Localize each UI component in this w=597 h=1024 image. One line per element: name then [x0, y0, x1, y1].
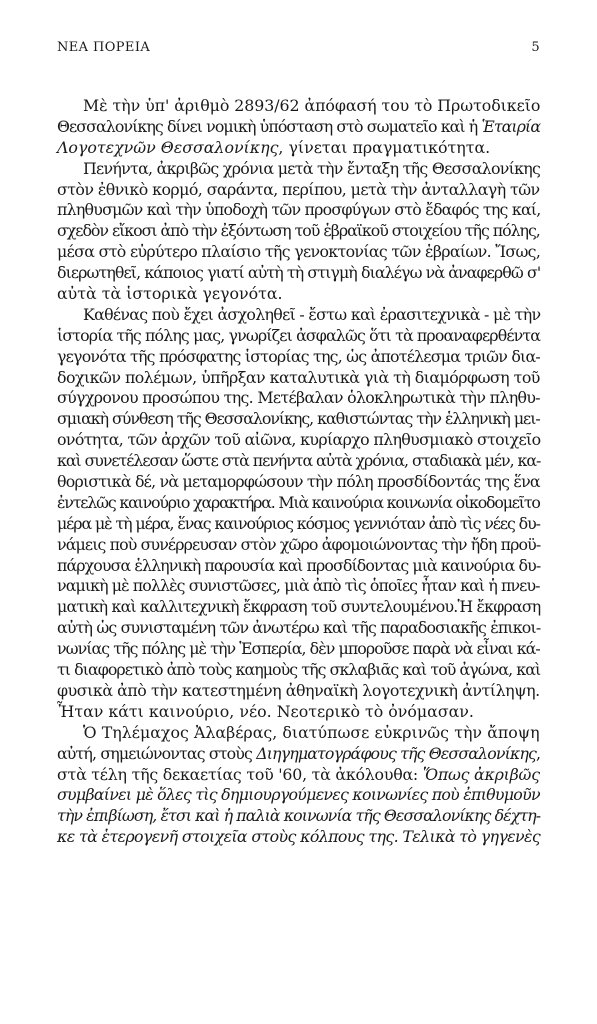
text-line: [57, 702, 540, 723]
italic-text: κε τὰ ἑτερογενῆ στοιχεῖα στοὺς κόλπους της. Τελικὰ τὸ γηγενὲς: [57, 827, 541, 847]
text-run: Πενήντα, ἀκριβῶς χρόνια μετὰ τὴν ἔνταξη τῆς Θεσσαλονίκης: [83, 158, 541, 178]
page-number: 5: [531, 40, 540, 55]
text-run: σμιακὴ σύνθεση τῆς Θεσσαλονίκης, καθιστώντας τὴν ἑλληνικὴ μει-: [57, 409, 540, 429]
text-run: δοχικῶν πολέμων, ὑπῆρξαν καταλυτικὰ γιὰ τὴ διαμόρφωση τοῦ: [57, 367, 540, 387]
text-line: [57, 597, 540, 618]
running-title: ΝΕΑ ΠΟΡΕΙΑ: [57, 40, 151, 55]
text-line: [57, 765, 540, 786]
text-line: [57, 368, 540, 389]
text-run: πληθυσμῶν καὶ τὴν ὑποδοχὴ τῶν προσφύγων στὸ ἔδαφός της καί,: [57, 200, 541, 220]
text-line: [57, 221, 540, 242]
text-line: [57, 827, 540, 848]
italic-text: Ὅπως ἀκριβῶς: [422, 764, 540, 784]
text-line: [57, 242, 540, 263]
text-run: πάρχουσα ἑλληνικὴ παρουσία καὶ προσδίδοντας μιὰ καινούρια δυ-: [57, 555, 541, 575]
text-run: μέρα μὲ τὴ μέρα, ἕνας καινούριος κόσμος γεννιόταν ἀπὸ τὶς νέες δυ-: [57, 513, 540, 533]
text-run: ματικὴ καὶ καλλιτεχνικὴ ἔκφραση τοῦ συντελουμένου.Ἡ ἔκφραση: [57, 597, 541, 617]
paragraph: [57, 159, 540, 305]
text-run: αὐτὰ τὰ ἱστορικὰ γεγονότα.: [57, 284, 283, 304]
text-run: καὶ συνετέλεσαν ὥστε στὰ πενήντα αὐτὰ χρόνια, σταδιακὰ μέν, κα-: [57, 451, 541, 471]
text-line: [57, 200, 540, 221]
text-run: ναμικὴ μὲ πολλὲς συνιστῶσες, μιὰ ἀπὸ τὶς ὁποῖες ἦταν καὶ ἡ πνευ-: [57, 576, 540, 596]
text-run: φυσικὰ ἀπὸ τὴν κατεστημένη ἀθηναϊκὴ λογοτεχνικὴ ἀντίληψη.: [57, 680, 540, 700]
running-header: [57, 40, 540, 60]
text-run: Θεσσαλονίκης δίνει νομικὴ ὑπόσταση στὸ σωματεῖο καὶ ἡ: [57, 116, 482, 136]
text-line: [57, 263, 540, 284]
text-line: [57, 514, 540, 535]
text-line: [57, 347, 540, 368]
text-line: [57, 535, 540, 556]
text-line: [57, 556, 540, 577]
text-line: [57, 96, 540, 117]
text-run: γεγονότα τῆς πρόσφατης ἱστορίας της, ὡς ἀποτέλεσμα τριῶν δια-: [57, 346, 540, 366]
text-line: [57, 576, 540, 597]
text-line: [57, 723, 540, 744]
text-line: [57, 138, 540, 159]
text-run: τι διαφορετικὸ ἀπὸ τοὺς καημοὺς τῆς σκλαβιᾶς καὶ τοῦ ἀγώνα, καὶ: [57, 660, 541, 680]
text-run: νωνίας τῆς πόλης μὲ τὴν Ἑσπερία, δὲν μποροῦσε παρὰ νὰ εἶναι κά-: [57, 639, 540, 659]
text-line: [57, 618, 540, 639]
italic-text: τὴν ἐπιβίωση, ἔτσι καὶ ἡ παλιὰ κοινωνία τῆς Θεσσαλονίκης δέχτη-: [57, 806, 541, 826]
text-line: [57, 451, 540, 472]
text-line: [57, 681, 540, 702]
text-run: αὐτὴ ὡς συνισταμένη τῶν ἀνωτέρω καὶ τῆς παραδοσιακῆς ἐπικοι-: [57, 618, 541, 638]
paragraph: [57, 305, 540, 723]
text-line: [57, 660, 540, 681]
text-line: [57, 159, 540, 180]
text-run: στὸν ἐθνικὸ κορμό, σαράντα, περίπου, μετὰ τὴν ἀνταλλαγὴ τῶν: [57, 179, 540, 199]
paragraph: [57, 723, 540, 848]
text-line: [57, 639, 540, 660]
italic-text: Διηγηματογράφους τῆς Θεσσαλονίκης: [256, 743, 536, 763]
text-run: θοριστικὰ δέ, νὰ μεταμορφώσουν τὴν πόλη προσδίδοντάς της ἕνα: [57, 472, 540, 492]
text-run: ἐντελῶς καινούριο χαρακτήρα. Μιὰ καινούρια κοινωνία οἰκοδομεῖτο: [57, 492, 540, 512]
text-line: [57, 493, 540, 514]
italic-text: Ἑταιρία: [481, 116, 541, 136]
text-run: σύγχρονου προσώπου της. Μετέβαλαν ὁλοκληρωτικὰ τὴν πληθυ-: [57, 388, 540, 408]
text-run: Ὁ Τηλέμαχος Ἀλαβέρας, διατύπωσε εὐκρινῶς τὴν ἄποψη: [83, 722, 540, 742]
text-run: Καθένας ποὺ ἔχει ἀσχοληθεῖ - ἔστω καὶ ἐρασιτεχνικὰ - μὲ τὴν: [83, 304, 541, 324]
text-line: [57, 180, 540, 201]
text-line: [57, 284, 540, 305]
text-run: ονότητα, τῶν ἀρχῶν τοῦ αἰῶνα, κυρίαρχο πληθυσμιακὸ στοιχεῖο: [57, 430, 541, 450]
text-line: [57, 305, 540, 326]
text-run: στὰ τέλη τῆς δεκαετίας τοῦ '60, τὰ ἀκόλουθα:: [57, 764, 423, 784]
text-line: [57, 806, 540, 827]
text-line: [57, 326, 540, 347]
text-run: διερωτηθεῖ, κάποιος γιατί αὐτὴ τὴ στιγμὴ διαλέγω νὰ ἀναφερθῶ σ': [57, 263, 541, 283]
text-line: [57, 430, 540, 451]
text-line: [57, 744, 540, 765]
text-run: ,: [535, 743, 541, 763]
text-run: ἱστορία τῆς πόλης μας, γνωρίζει ἀσφαλῶς ὅτι τὰ προαναφερθέντα: [57, 325, 541, 345]
italic-text: Λογοτεχνῶν Θεσσαλονίκης: [57, 137, 279, 157]
text-line: [57, 785, 540, 806]
text-run: σχεδὸν εἴκοσι ἀπὸ τὴν ἐξόντωση τοῦ ἑβραϊκοῦ στοιχείου τῆς πόλης,: [57, 221, 540, 241]
text-run: Ἦταν κάτι καινούριο, νέο. Νεοτερικὸ τὸ ὀνόμασαν.: [57, 701, 474, 721]
italic-text: συμβαίνει μὲ ὅλες τὶς δημιουργούμενες κοινωνίες ποὺ ἐπιθυμοῦν: [57, 785, 540, 805]
text-line: [57, 117, 540, 138]
text-run: αὐτή, σημειώνοντας στοὺς: [57, 743, 257, 763]
text-run: νάμεις ποὺ συνέρρευσαν στὸν χῶρο ἀφομοιώνοντας τὴν ἤδη προϋ-: [57, 534, 541, 554]
text-run: , γίνεται πραγματικότητα.: [278, 137, 491, 157]
text-line: [57, 472, 540, 493]
text-run: μέσα στὸ εὐρύτερο πλαίσιο τῆς γενοκτονίας τῶν ἑβραίων. Ἴσως,: [57, 242, 541, 262]
text-line: [57, 388, 540, 409]
paragraph: [57, 96, 540, 159]
text-line: [57, 409, 540, 430]
body-text: [57, 96, 540, 848]
text-run: Μὲ τὴν ὑπ' ἀριθμὸ 2893/62 ἀπόφασή του τὸ Πρωτοδικεῖο: [83, 96, 541, 115]
